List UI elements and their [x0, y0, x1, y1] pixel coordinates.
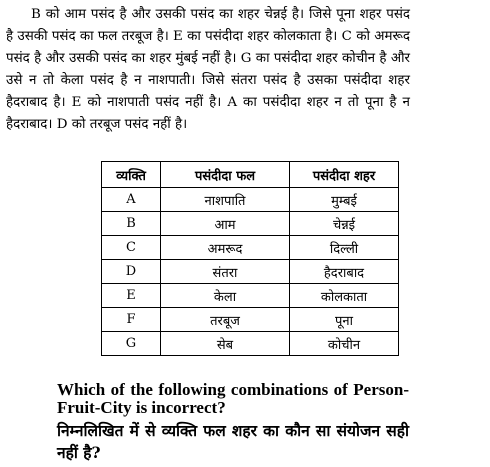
question-english: Which of the following combinations of Person-Fruit-City is incorrect?	[57, 380, 409, 417]
city-cell: मुम्बई	[290, 188, 399, 212]
table-row	[102, 260, 399, 284]
fruit-cell: आम	[161, 212, 290, 236]
city-cell: पूना	[290, 308, 399, 332]
person-cell: B	[102, 212, 161, 236]
puzzle-passage: B को आम पसंद है और उसकी पसंद का शहर चेन्नई है। जिसे पूना शहर पसंद है उसकी पसंद का फल तरबूज है। E का पसंदीदा शहर कोलकाता है। C को अमरूद पसंद है और उसकी पसंद का शहर मुंबई नहीं है। G का पसंदीदा शहर कोचीन है और उसे न तो केला पसंद है न नाशपाती। जिसे संतरा पसंद है उसका पसंदीदा शहर हैदराबाद है। E को नाशपाती पसंद नहीं है। A का पसंदीदा शहर न तो पूना है न हैदराबाद। D को तरबूज पसंद नहीं है।	[6, 7, 410, 132]
city-cell: कोलकाता	[290, 284, 399, 308]
table-row	[102, 236, 399, 260]
person-cell: D	[102, 260, 161, 284]
fruit-cell: केला	[161, 284, 290, 308]
person-cell: E	[102, 284, 161, 308]
city-cell: चेन्नई	[290, 212, 399, 236]
fruit-cell: तरबूज	[161, 308, 290, 332]
table-row	[102, 212, 399, 236]
table-row	[102, 308, 399, 332]
person-cell: C	[102, 236, 161, 260]
table-row	[102, 284, 399, 308]
header-fruit: पसंदीदा फल	[161, 162, 290, 188]
header-person: व्यक्ति	[102, 162, 161, 188]
question-hindi: निम्नलिखित में से व्यक्ति फल शहर का कौन सा संयोजन सही नहीं है?	[57, 421, 409, 462]
fruit-cell: संतरा	[161, 260, 290, 284]
header-city: पसंदीदा शहर	[290, 162, 399, 188]
table-row	[102, 188, 399, 212]
city-cell: हैदराबाद	[290, 260, 399, 284]
city-cell: कोचीन	[290, 332, 399, 356]
person-cell: G	[102, 332, 161, 356]
person-cell: F	[102, 308, 161, 332]
fruit-cell: अमरूद	[161, 236, 290, 260]
person-cell: A	[102, 188, 161, 212]
table-row	[102, 332, 399, 356]
table-header-row	[102, 162, 399, 188]
fruit-cell: सेब	[161, 332, 290, 356]
person-fruit-city-table	[101, 161, 399, 356]
city-cell: दिल्ली	[290, 236, 399, 260]
fruit-cell: नाशपाति	[161, 188, 290, 212]
